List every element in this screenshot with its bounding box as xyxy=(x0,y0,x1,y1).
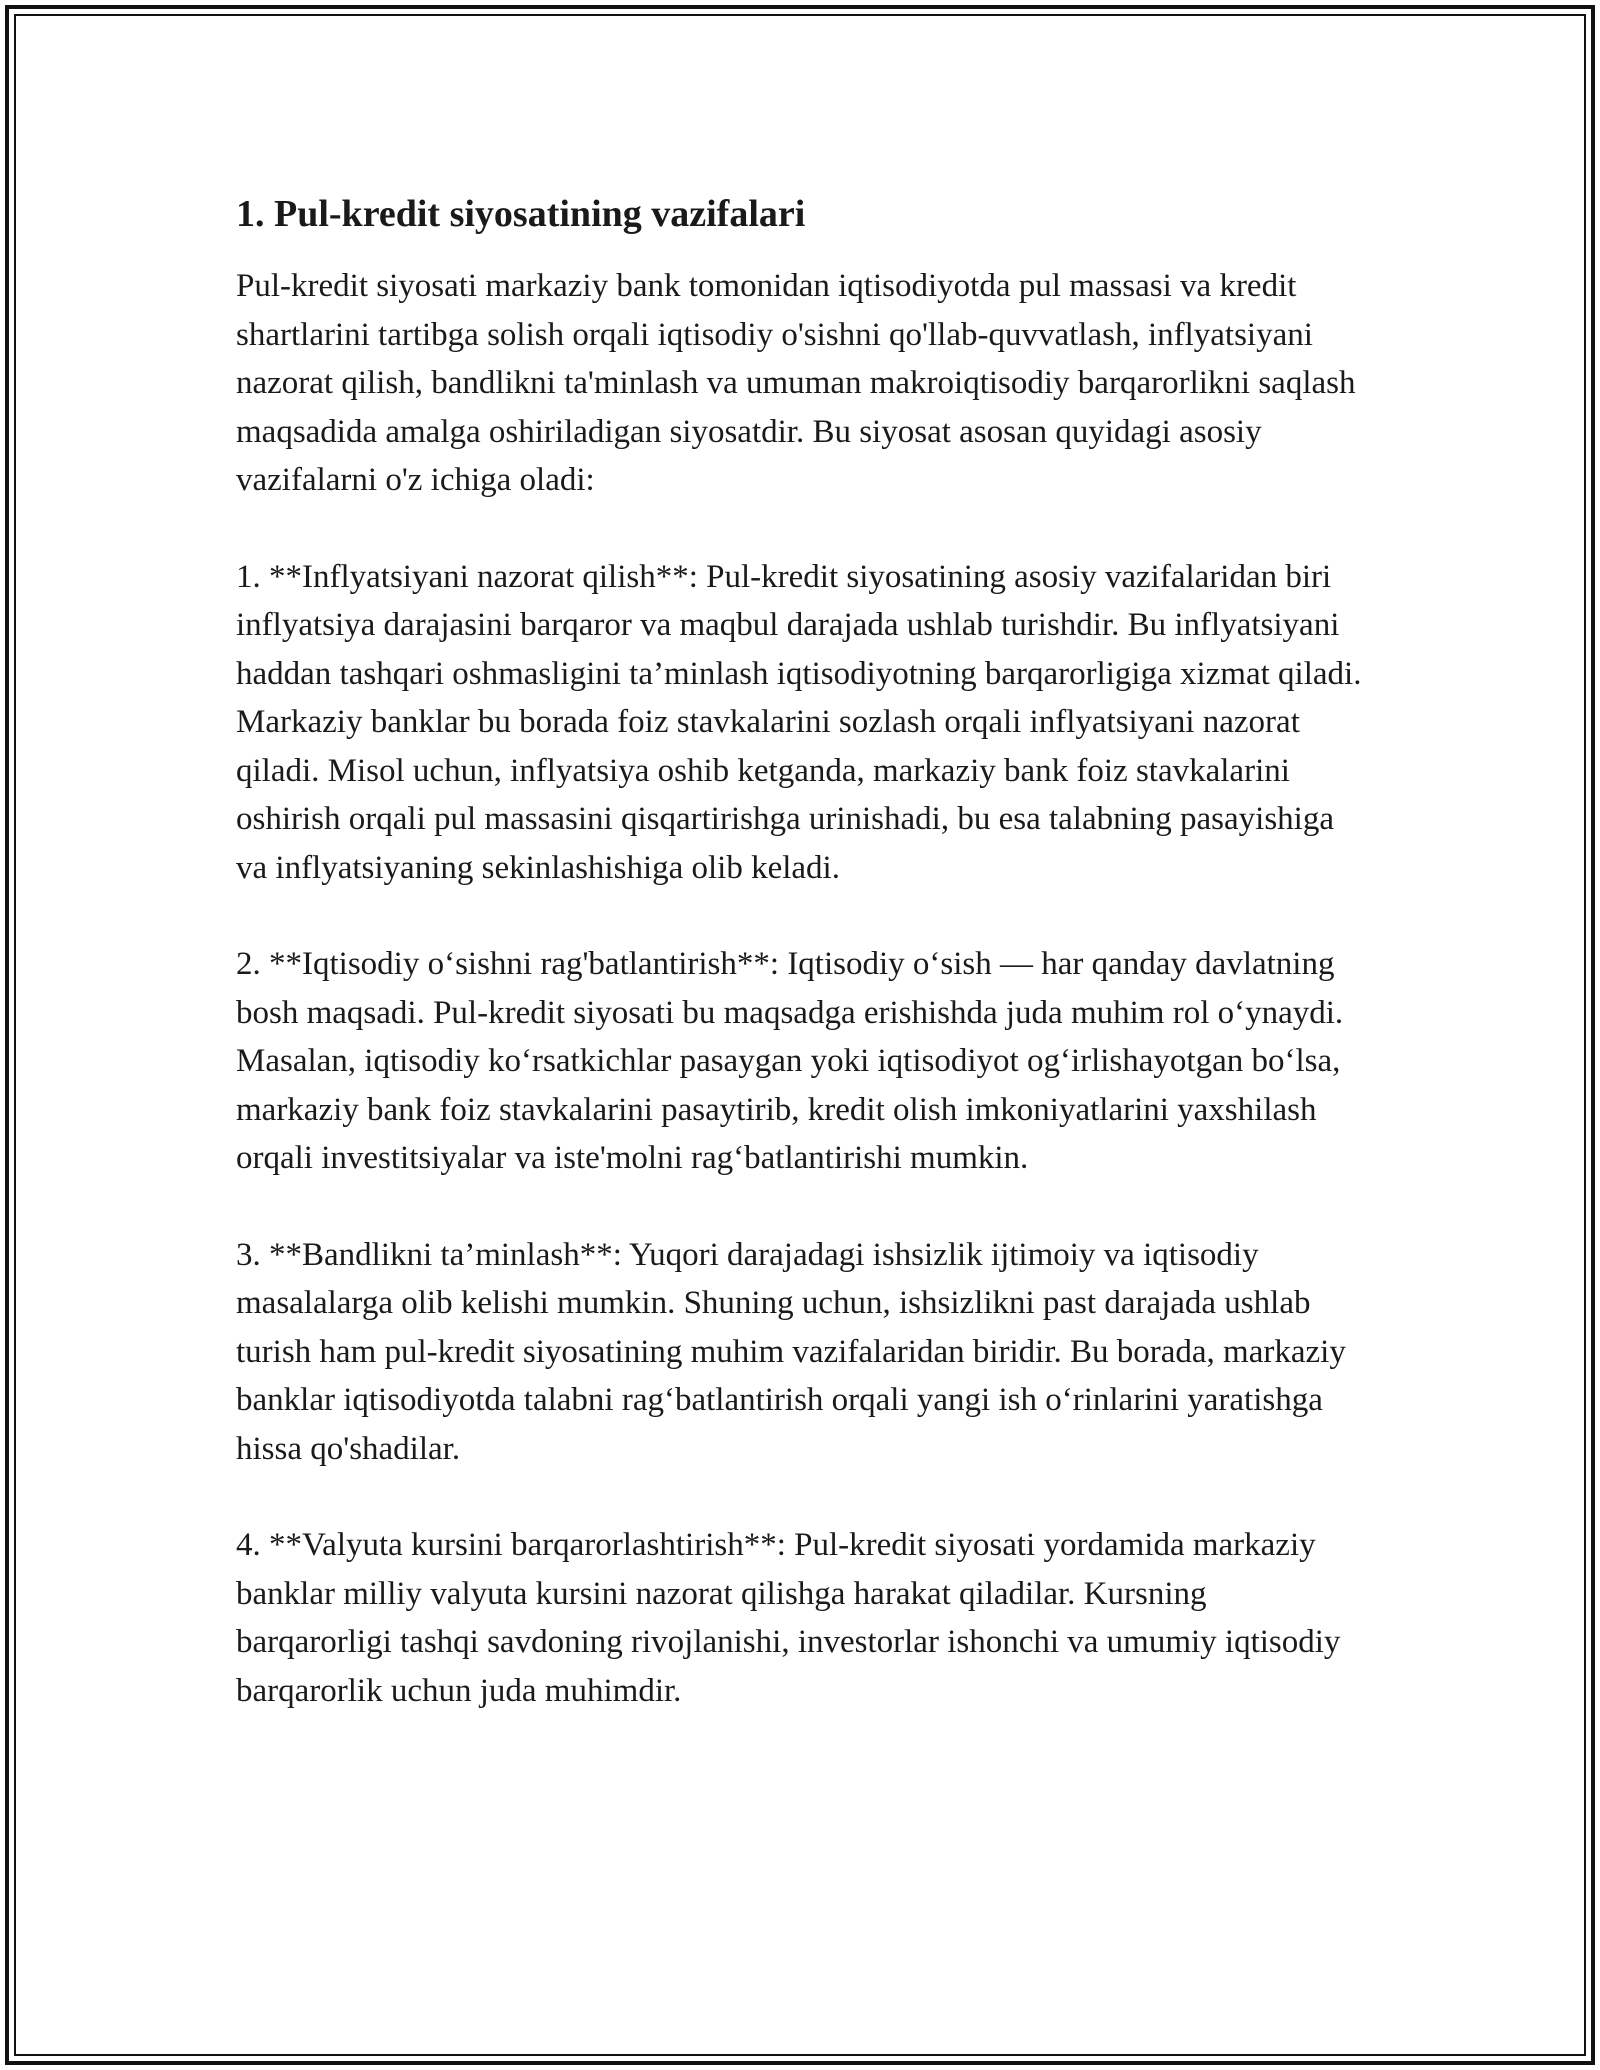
document-body xyxy=(236,188,1366,1763)
intro-paragraph: Pul-kredit siyosati markaziy bank tomonidan iqtisodiyotda pul massasi va kredit shartlarini tartibga solish orqali iqtisodiy o'sishni qo'llab-quvvatlash, inflyatsiyani nazorat qilish, bandlikni ta'minlash va umuman makroiqtisodiy barqarorlikni saqlash maqsadida amalga oshiriladigan siyosatdir. Bu siyosat asosan quyidagi asosiy vazifalarni o'z ichiga oladi: xyxy=(236,268,1356,498)
list-item-employment: 3. **Bandlikni ta’minlash**: Yuqori darajadagi ishsizlik ijtimoiy va iqtisodiy masalalarga olib kelishi mumkin. Shuning uchun, ishsizlikni past darajada ushlab turish ham pul-kredit siyosatining muhim vazifalaridan biridir. Bu borada, markaziy banklar iqtisodiyotda talabni rag‘batlantirish orqali yangi ish o‘rinlarini yaratishga hissa qo'shadilar. xyxy=(236,1236,1346,1467)
list-item-currency: 4. **Valyuta kursini barqarorlashtirish**: Pul-kredit siyosati yordamida markaziy banklar milliy valyuta kursini nazorat qilishga harakat qiladilar. Kursning barqarorligi tashqi savdoning rivojlanishi, investorlar ishonchi va umumiy iqtisodiy barqarorlik uchun juda muhimdir. xyxy=(236,1527,1341,1709)
section-title: 1. Pul-kredit siyosatining vazifalari xyxy=(236,193,806,235)
list-item-growth: 2. **Iqtisodiy o‘sishni rag'batlantirish**: Iqtisodiy o‘sish — har qanday davlatning bosh maqsadi. Pul-kredit siyosati bu maqsadga erishishda juda muhim rol o‘ynaydi. Masalan, iqtisodiy ko‘rsatkichlar pasaygan yoki iqtisodiyot og‘irlishayotgan bo‘lsa, markaziy bank foiz stavkalarini pasaytirib, kredit olish imkoniyatlarini yaxshilash orqali investitsiyalar va iste'molni rag‘batlantirishi mumkin. xyxy=(236,946,1344,1176)
list-item-inflation: 1. **Inflyatsiyani nazorat qilish**: Pul-kredit siyosatining asosiy vazifalaridan biri inflyatsiya darajasini barqaror va maqbul darajada ushlab turishdir. Bu inflyatsiyani haddan tashqari oshmasligini ta’minlash iqtisodiyotning barqarorligiga xizmat qiladi. Markaziy banklar bu borada foiz stavkalarini sozlash orqali inflyatsiyani nazorat qiladi. Misol uchun, inflyatsiya oshib ketganda, markaziy bank foiz stavkalarini oshirish orqali pul massasini qisqartirishga urinishadi, bu esa talabning pasayishiga va inflyatsiyaning sekinlashishiga olib keladi. xyxy=(236,558,1362,886)
